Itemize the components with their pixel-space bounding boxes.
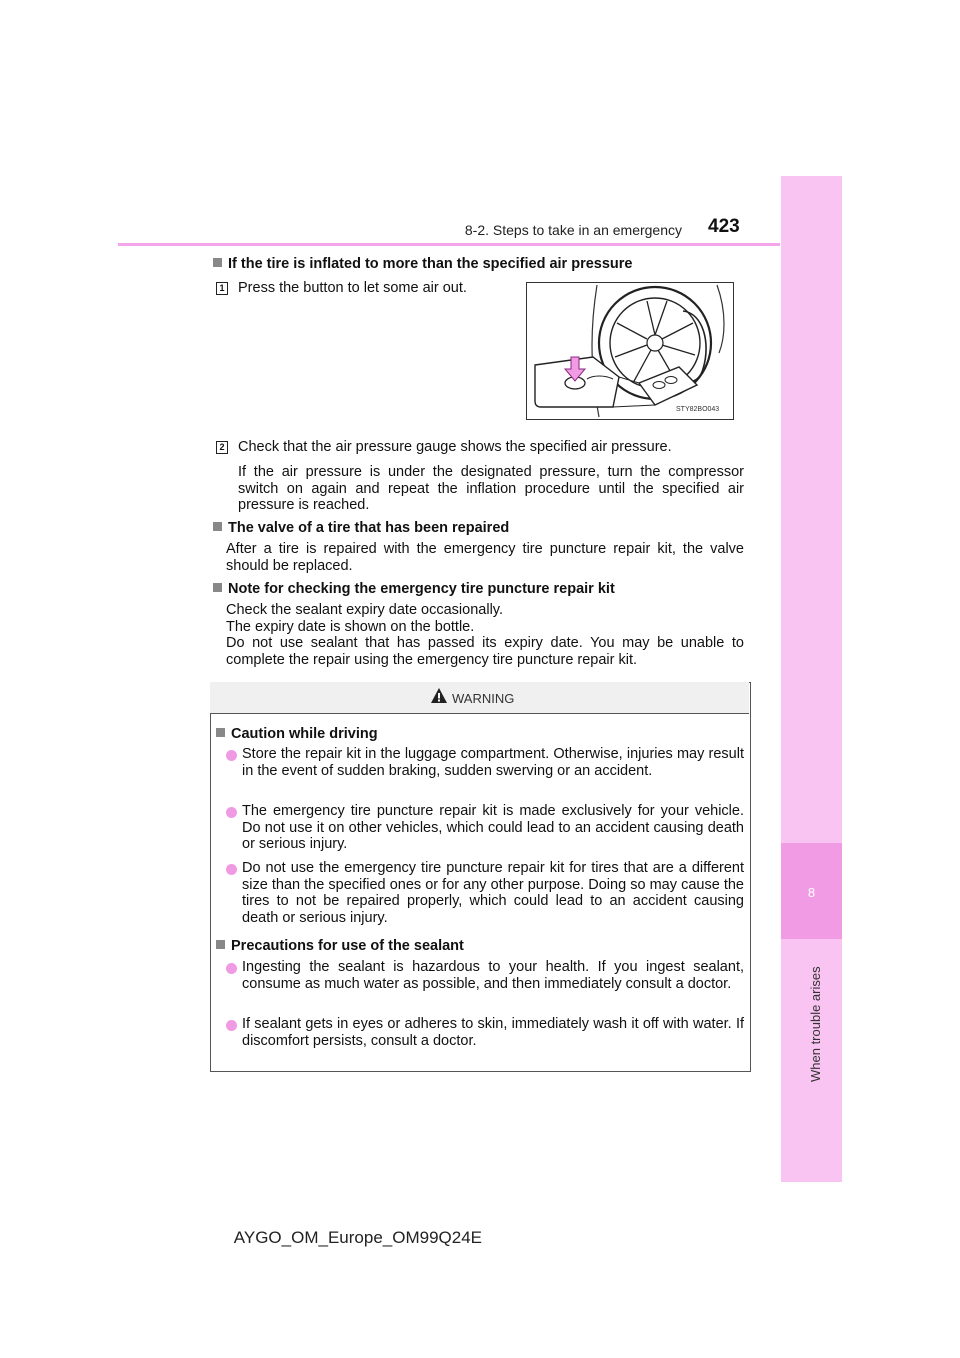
caution-item-1: Store the repair kit in the luggage compartment. Otherwise, injuries may result in the event of sudden braking, sudden swerving or an accident. (242, 746, 744, 779)
square-bullet-icon (213, 522, 222, 531)
sealant-item-1: Ingesting the sealant is hazardous to your health. If you ingest sealant, consume as much water as possible, and then immediately consult a doctor. (242, 959, 744, 992)
step-1-text: Press the button to let some air out. (238, 280, 467, 296)
valve-text: After a tire is repaired with the emergency tire puncture repair kit, the valve should be replaced. (226, 541, 744, 574)
square-bullet-icon (213, 258, 222, 267)
header-rule (118, 243, 780, 246)
warning-triangle-icon (430, 687, 448, 705)
square-bullet-icon (216, 940, 225, 949)
chapter-number: 8 (807, 885, 816, 900)
caution-item-3: Do not use the emergency tire puncture repair kit for tires that are a different size than the specified ones or for any other purpose. Doing so may cause the tires to not be repaired properly, which could lead to an accident causing death or serious injury. (242, 860, 744, 926)
step-2-note: If the air pressure is under the designated pressure, turn the compressor switch on again and repeat the inflation procedure until the specified air pressure is reached. (238, 464, 744, 513)
page-number: 423 (708, 216, 740, 237)
bullet-dot-icon (226, 1018, 237, 1036)
step-1-badge: 1 (216, 282, 228, 295)
square-bullet-icon (213, 583, 222, 592)
heading-sealant: Precautions for use of the sealant (216, 938, 464, 954)
chapter-title: When trouble arises (808, 966, 823, 1082)
heading-overinflated: If the tire is inflated to more than the specified air pressure (213, 256, 633, 272)
bullet-dot-icon (226, 805, 237, 823)
caution-item-2: The emergency tire puncture repair kit is made exclusively for your vehicle. Do not use it on other vehicles, which could lead to an accident causing death or serious injury. (242, 803, 744, 852)
note-text-block (226, 602, 744, 668)
bullet-dot-icon (226, 862, 237, 880)
heading-caution-driving: Caution while driving (216, 726, 378, 742)
note-line-1: Check the sealant expiry date occasionally. (226, 602, 503, 618)
square-bullet-icon (216, 728, 225, 737)
figure-code: STY82BO043 (676, 406, 720, 413)
tire-compressor-figure (526, 282, 734, 420)
heading-valve: The valve of a tire that has been repaired (213, 520, 509, 536)
document-code: AYGO_OM_Europe_OM99Q24E (233, 1228, 482, 1247)
note-line-2: The expiry date is shown on the bottle. (226, 618, 475, 635)
step-2-badge: 2 (216, 441, 228, 454)
sealant-item-2: If sealant gets in eyes or adheres to skin, immediately wash it off with water. If discomfort persists, consult a doctor. (242, 1016, 744, 1049)
tire-compressor-illustration-icon (527, 283, 733, 419)
note-line-3: Do not use sealant that has passed its expiry date. You may be unable to complete the repair using the emergency tire puncture repair kit. (226, 635, 744, 668)
step-2-text: Check that the air pressure gauge shows the specified air pressure. (238, 439, 672, 455)
bullet-dot-icon (226, 961, 237, 979)
heading-note: Note for checking the emergency tire puncture repair kit (213, 581, 615, 597)
warning-label: WARNING (452, 691, 515, 706)
bullet-dot-icon (226, 748, 237, 766)
section-title: 8-2. Steps to take in an emergency (464, 222, 682, 238)
